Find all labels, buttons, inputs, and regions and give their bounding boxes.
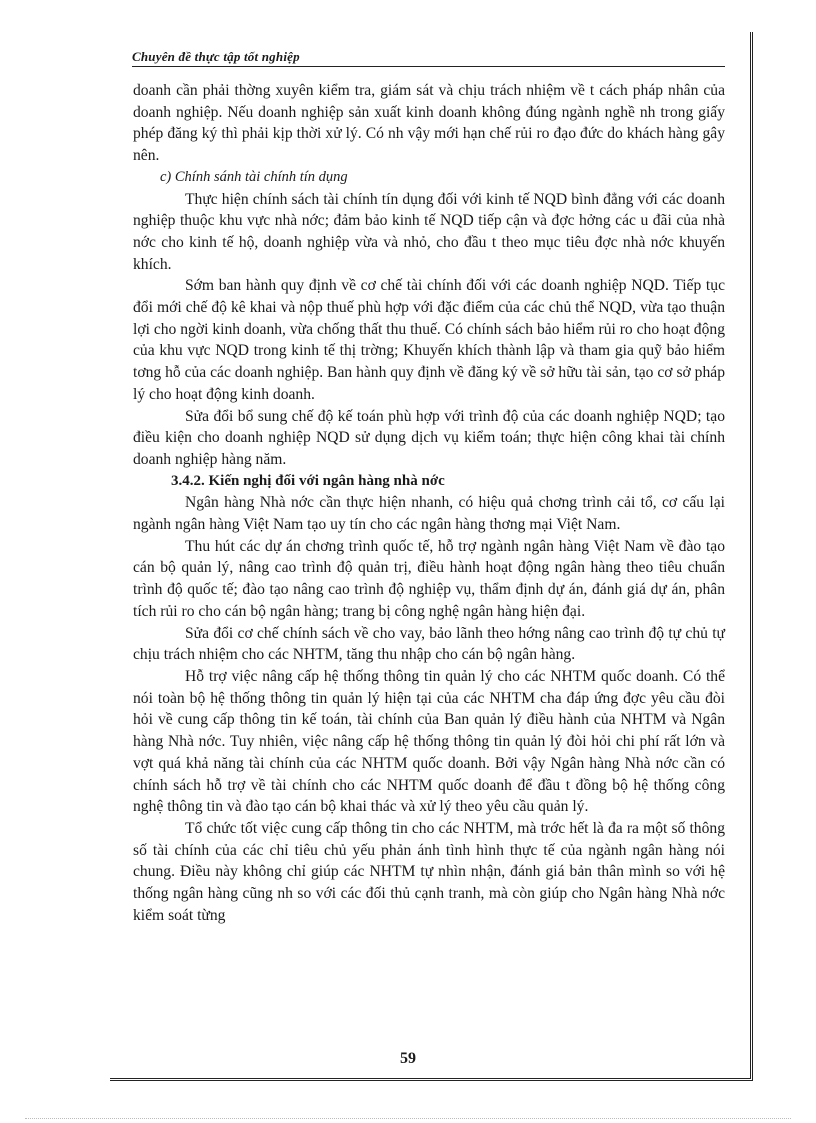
section-heading: 3.4.2. Kiến nghị đối với ngân hàng nhà nớc — [171, 472, 445, 489]
paragraph: Thực hiện chính sách tài chính tín dụng đối với kinh tế NQD bình đẳng với các doanh nghiệp thuộc khu vực nhà nớc; đảm bảo kinh tế NQD tiếp cận và đợc hởng các u đãi của nhà nớc cho kinh tế hộ, doanh nghiệp vừa và nhỏ, cho đầu t theo mục tiêu đợc nhà nớc khuyến khích. — [133, 190, 725, 273]
subsection-title: c) Chính sánh tài chính tín dụng — [160, 168, 348, 185]
paragraph: Tổ chức tốt việc cung cấp thông tin cho các NHTM, mà trớc hết là đa ra một số thông số tài chính của các chỉ tiêu chủ yếu phản ánh tình hình thực tế của ngành ngân hàng nói chung. Điều này không chỉ giúp các NHTM tự nhìn nhận, đánh giá bản thân mình so với hệ thống ngân hàng cũng nh so với các đối thủ cạnh tranh, mà còn giúp cho Ngân hàng Nhà nớc kiểm soát từng — [133, 819, 725, 924]
paragraph: Ngân hàng Nhà nớc cần thực hiện nhanh, có hiệu quả chơng trình cải tổ, cơ cấu lại ngành ngân hàng Việt Nam tạo uy tín cho các ngân hàng thơng mại Việt Nam. — [133, 494, 725, 534]
page-body — [133, 80, 725, 926]
paragraph: Hỗ trợ việc nâng cấp hệ thống thông tin quản lý cho các NHTM quốc doanh. Có thể nói toàn bộ hệ thống thông tin quản lý hiện tại của các NHTM cha đáp ứng đợc yêu cầu đòi hỏi về cung cấp thông tin kế toán, tài chính của Ban quản lý điều hành của NHTM và Ngân hàng Nhà nớc. Tuy nhiên, việc nâng cấp hệ thống thông tin quản lý đòi hỏi chi phí rất lớn và vợt quá khả năng tài chính của các NHTM quốc doanh. Bởi vậy Ngân hàng Nhà nớc cần có chính sách hỗ trợ về tài chính cho các NHTM quốc doanh để đầu t đồng bộ hệ thống công nghệ thông tin và đào tạo cán bộ khai thác và xử lý theo yêu cầu quản lý. — [133, 667, 725, 816]
paragraph-continuation: doanh cần phải thờng xuyên kiểm tra, giám sát và chịu trách nhiệm về t cách pháp nhân của doanh nghiệp. Nếu doanh nghiệp sản xuất kinh doanh không đúng ngành nghề nh trong giấy phép đăng ký thì phải kịp thời xử lý. Có nh vậy mới hạn chế rủi ro đạo đức do khách hàng gây nên. — [133, 82, 725, 165]
paragraph: Sửa đổi bổ sung chế độ kế toán phù hợp với trình độ của các doanh nghiệp NQD; tạo điều kiện cho doanh nghiệp NQD sử dụng dịch vụ kiểm toán; thực hiện công khai tài chính doanh nghiệp hàng năm. — [133, 407, 725, 468]
page-bottom-divider — [25, 1118, 791, 1119]
paragraph: Thu hút các dự án chơng trình quốc tế, hỗ trợ ngành ngân hàng Việt Nam về đào tạo cán bộ quản lý, nâng cao trình độ quản trị, điều hành hoạt động ngân hàng theo tiêu chuẩn trình độ quốc tế; đào tạo nâng cao trình độ nghiệp vụ, thẩm định dự án, đánh giá dự án, phân tích rủi ro cho cán bộ ngân hàng; trang bị công nghệ ngân hàng hiện đại. — [133, 537, 725, 620]
paragraph: Sớm ban hành quy định về cơ chế tài chính đối với các doanh nghiệp NQD. Tiếp tục đổi mới chế độ kê khai và nộp thuế phù hợp với đặc điểm của các chủ thể NQD, vừa tạo thuận lợi cho ngời kinh doanh, vừa chống thất thu thuế. Có chính sách bảo hiểm rủi ro cho hoạt động của khu vực NQD trong kinh tế thị trờng; Khuyến khích thành lập và tham gia quỹ bảo hiểm tơng hỗ của các doanh nghiệp. Ban hành quy định về đăng ký về sở hữu tài sản, tạo cơ sở pháp lý cho hoạt động kinh doanh. — [133, 277, 725, 403]
page-number: 59 — [400, 1050, 416, 1067]
running-header — [132, 48, 725, 67]
header-title: Chuyên đề thực tập tốt nghiệp — [132, 49, 300, 64]
paragraph: Sửa đổi cơ chế chính sách về cho vay, bảo lãnh theo hớng nâng cao trình độ tự chủ tự chịu trách nhiệm cho các NHTM, tăng thu nhập cho cán bộ ngân hàng. — [133, 624, 725, 664]
